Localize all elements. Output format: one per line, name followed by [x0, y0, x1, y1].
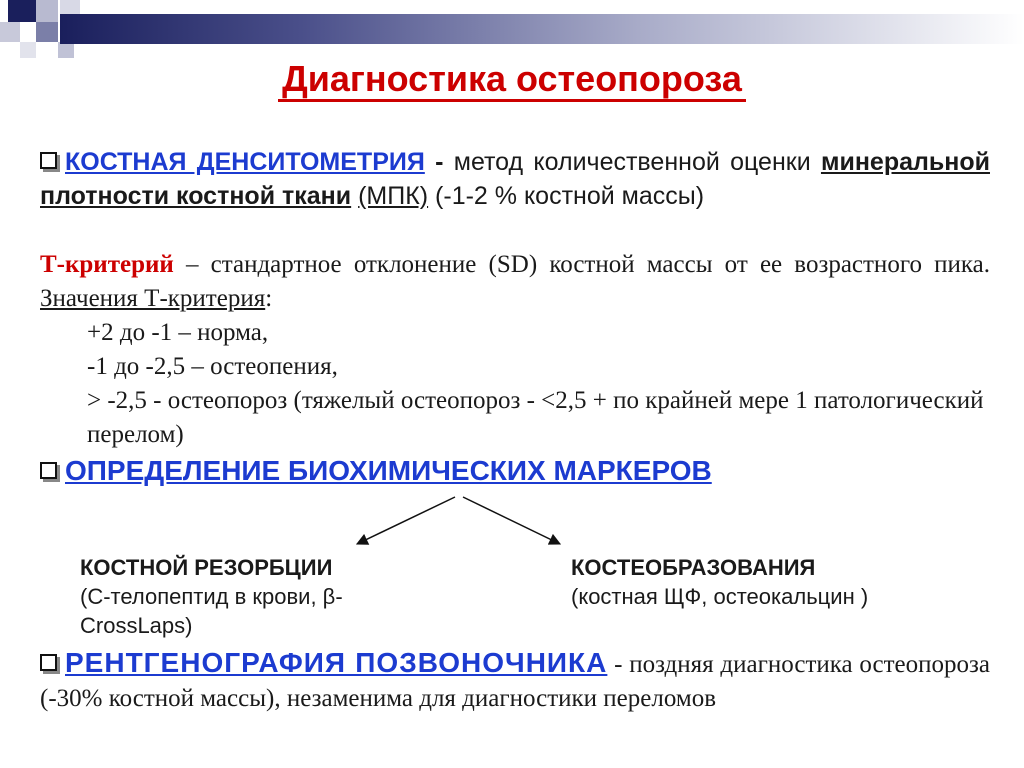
formation-column — [571, 553, 971, 611]
decorative-square — [36, 22, 58, 42]
section-densitometry — [40, 145, 990, 213]
decorative-square — [58, 42, 74, 58]
decorative-square — [60, 0, 80, 14]
bmd-term: минеральной плотности костной ткани — [40, 148, 990, 210]
list-item: -1 до -2,5 – остеопения, — [87, 353, 338, 380]
list-item: > -2,5 - остеопороз (тяжелый остеопороз - <2,5 + по крайней мере 1 патологический перелом) — [87, 387, 984, 448]
section-markers — [40, 455, 990, 487]
decorative-square — [8, 0, 36, 22]
mass-range: (-1-2 % костной массы) — [428, 182, 705, 210]
arrow-left — [357, 497, 455, 544]
colon: : — [265, 285, 273, 312]
arrow-right — [463, 497, 560, 544]
formation-text: (костная ЩФ, остеокальцин ) — [571, 584, 869, 609]
markers-heading: ОПРЕДЕЛЕНИЕ БИОХИМИЧЕСКИХ МАРКЕРОВ — [65, 455, 712, 486]
list-item: +2 до -1 – норма, — [87, 319, 269, 346]
t-score-term: Т-критерий — [40, 251, 174, 278]
t-score-definition: – стандартное отклонение (SD) костной массы от ее возрастного пика. — [173, 251, 990, 278]
dash: - — [424, 148, 454, 176]
bmd-abbr: (МПК) — [358, 182, 429, 210]
densitometry-text: метод количественной оценки — [453, 148, 811, 176]
resorption-heading: КОСТНОЙ РЕЗОРБЦИИ — [80, 555, 333, 580]
t-score-values-label: Значения Т-критерия — [40, 285, 266, 312]
checkbox-bullet-icon — [40, 654, 57, 671]
xray-text: - поздняя диагностика остеопороза (-30% костной массы), незаменима для диагностики переломов — [40, 651, 991, 712]
header-gradient-bar — [60, 14, 1024, 44]
xray-heading: РЕНТГЕНОГРАФИЯ ПОЗВОНОЧНИКА — [65, 647, 608, 678]
checkbox-bullet-icon — [40, 152, 57, 169]
formation-heading: КОСТЕОБРАЗОВАНИЯ — [571, 555, 816, 580]
section-xray — [40, 646, 990, 716]
densitometry-heading: КОСТНАЯ ДЕНСИТОМЕТРИЯ — [65, 148, 425, 176]
page-title: Диагностика остеопороза — [0, 58, 1024, 100]
decorative-square — [20, 42, 36, 58]
decorative-square — [36, 0, 58, 22]
resorption-text: (С-телопептид в крови, β-CrossLaps) — [80, 584, 343, 638]
section-t-score — [40, 248, 990, 316]
checkbox-bullet-icon — [40, 462, 57, 479]
resorption-column — [80, 553, 420, 640]
decorative-square — [0, 22, 20, 42]
